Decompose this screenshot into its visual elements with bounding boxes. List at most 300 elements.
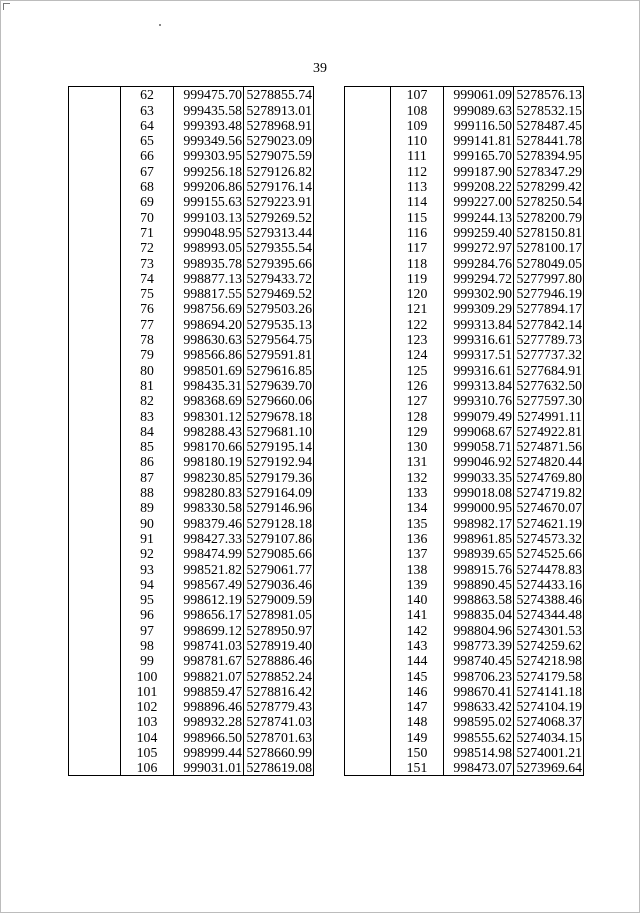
- point-number-cell: 142: [391, 622, 444, 637]
- x-coordinate-cell: 998379.46: [174, 515, 244, 530]
- y-coordinate-cell: 5279061.77: [244, 561, 314, 576]
- x-coordinate-cell: 998756.69: [174, 301, 244, 316]
- table-row: [69, 393, 314, 408]
- y-coordinate-cell: 5277789.73: [514, 332, 584, 347]
- x-coordinate-cell: 998633.42: [444, 699, 514, 714]
- x-coordinate-cell: 998566.86: [174, 347, 244, 362]
- x-coordinate-cell: 999141.81: [444, 133, 514, 148]
- table-row: [69, 577, 314, 592]
- blank-cell: [345, 469, 391, 484]
- table-row: [345, 424, 584, 439]
- x-coordinate-cell: 999475.70: [174, 87, 244, 103]
- point-number-cell: 97: [121, 622, 174, 637]
- x-coordinate-cell: 998741.03: [174, 638, 244, 653]
- table-row: [69, 500, 314, 515]
- point-number-cell: 150: [391, 745, 444, 760]
- y-coordinate-cell: 5278779.43: [244, 699, 314, 714]
- blank-cell: [345, 301, 391, 316]
- point-number-cell: 86: [121, 454, 174, 469]
- y-coordinate-cell: 5279009.59: [244, 592, 314, 607]
- table-row: [345, 102, 584, 117]
- point-number-cell: 123: [391, 332, 444, 347]
- table-row: [69, 148, 314, 163]
- point-number-cell: 81: [121, 378, 174, 393]
- point-number-cell: 113: [391, 179, 444, 194]
- x-coordinate-cell: 998740.45: [444, 653, 514, 668]
- y-coordinate-cell: 5278049.05: [514, 255, 584, 270]
- blank-cell: [345, 607, 391, 622]
- blank-cell: [345, 454, 391, 469]
- y-coordinate-cell: 5274478.83: [514, 561, 584, 576]
- table-row: [69, 485, 314, 500]
- x-coordinate-cell: 999046.92: [444, 454, 514, 469]
- table-row: [69, 592, 314, 607]
- coordinates-table-right: [344, 86, 584, 776]
- table-row: [345, 133, 584, 148]
- point-number-cell: 85: [121, 439, 174, 454]
- blank-cell: [345, 546, 391, 561]
- blank-cell: [345, 194, 391, 209]
- blank-cell: [345, 118, 391, 133]
- y-coordinate-cell: 5274769.80: [514, 469, 584, 484]
- blank-cell: [69, 301, 121, 316]
- point-number-cell: 148: [391, 714, 444, 729]
- blank-cell: [69, 546, 121, 561]
- table-row: [69, 653, 314, 668]
- point-number-cell: 126: [391, 378, 444, 393]
- y-coordinate-cell: 5278919.40: [244, 638, 314, 653]
- x-coordinate-cell: 998817.55: [174, 286, 244, 301]
- blank-cell: [69, 316, 121, 331]
- y-coordinate-cell: 5279164.09: [244, 485, 314, 500]
- table-row: [345, 469, 584, 484]
- y-coordinate-cell: 5278532.15: [514, 102, 584, 117]
- table-row: [69, 102, 314, 117]
- table-row: [69, 699, 314, 714]
- table-row: [69, 439, 314, 454]
- x-coordinate-cell: 998288.43: [174, 424, 244, 439]
- table-row: [345, 714, 584, 729]
- table-row: [69, 271, 314, 286]
- x-coordinate-cell: 998859.47: [174, 684, 244, 699]
- point-number-cell: 125: [391, 362, 444, 377]
- table-row: [69, 515, 314, 530]
- x-coordinate-cell: 998935.78: [174, 255, 244, 270]
- y-coordinate-cell: 5274621.19: [514, 515, 584, 530]
- blank-cell: [345, 699, 391, 714]
- x-coordinate-cell: 998427.33: [174, 531, 244, 546]
- point-number-cell: 98: [121, 638, 174, 653]
- table-row: [69, 454, 314, 469]
- table-row: [345, 225, 584, 240]
- x-coordinate-cell: 998706.23: [444, 668, 514, 683]
- point-number-cell: 115: [391, 209, 444, 224]
- blank-cell: [69, 271, 121, 286]
- x-coordinate-cell: 998612.19: [174, 592, 244, 607]
- point-number-cell: 65: [121, 133, 174, 148]
- table-row: [345, 393, 584, 408]
- point-number-cell: 114: [391, 194, 444, 209]
- table-row: [345, 546, 584, 561]
- table-row: [69, 408, 314, 423]
- y-coordinate-cell: 5274104.19: [514, 699, 584, 714]
- x-coordinate-cell: 999317.51: [444, 347, 514, 362]
- x-coordinate-cell: 998368.69: [174, 393, 244, 408]
- blank-cell: [69, 378, 121, 393]
- y-coordinate-cell: 5279678.18: [244, 408, 314, 423]
- point-number-cell: 130: [391, 439, 444, 454]
- point-number-cell: 140: [391, 592, 444, 607]
- y-coordinate-cell: 5277597.30: [514, 393, 584, 408]
- x-coordinate-cell: 998595.02: [444, 714, 514, 729]
- x-coordinate-cell: 999000.95: [444, 500, 514, 515]
- x-coordinate-cell: 999313.84: [444, 316, 514, 331]
- y-coordinate-cell: 5278619.08: [244, 760, 314, 776]
- blank-cell: [345, 485, 391, 500]
- y-coordinate-cell: 5279176.14: [244, 179, 314, 194]
- y-coordinate-cell: 5279355.54: [244, 240, 314, 255]
- scan-speck: [159, 24, 161, 26]
- point-number-cell: 111: [391, 148, 444, 163]
- x-coordinate-cell: 998804.96: [444, 622, 514, 637]
- table-row: [69, 362, 314, 377]
- y-coordinate-cell: 5274001.21: [514, 745, 584, 760]
- blank-cell: [345, 684, 391, 699]
- x-coordinate-cell: 998521.82: [174, 561, 244, 576]
- blank-cell: [69, 622, 121, 637]
- blank-cell: [345, 393, 391, 408]
- point-number-cell: 143: [391, 638, 444, 653]
- x-coordinate-cell: 999033.35: [444, 469, 514, 484]
- x-coordinate-cell: 999208.22: [444, 179, 514, 194]
- y-coordinate-cell: 5279023.09: [244, 133, 314, 148]
- y-coordinate-cell: 5274525.66: [514, 546, 584, 561]
- y-coordinate-cell: 5274179.58: [514, 668, 584, 683]
- point-number-cell: 104: [121, 729, 174, 744]
- point-number-cell: 137: [391, 546, 444, 561]
- y-coordinate-cell: 5274922.81: [514, 424, 584, 439]
- y-coordinate-cell: 5279128.18: [244, 515, 314, 530]
- x-coordinate-cell: 999058.71: [444, 439, 514, 454]
- table-row: [345, 316, 584, 331]
- y-coordinate-cell: 5278852.24: [244, 668, 314, 683]
- point-number-cell: 136: [391, 531, 444, 546]
- y-coordinate-cell: 5274871.56: [514, 439, 584, 454]
- x-coordinate-cell: 998939.65: [444, 546, 514, 561]
- y-coordinate-cell: 5274344.48: [514, 607, 584, 622]
- x-coordinate-cell: 998915.76: [444, 561, 514, 576]
- table-row: [69, 194, 314, 209]
- y-coordinate-cell: 5278394.95: [514, 148, 584, 163]
- point-number-cell: 100: [121, 668, 174, 683]
- blank-cell: [345, 271, 391, 286]
- point-number-cell: 110: [391, 133, 444, 148]
- x-coordinate-cell: 998890.45: [444, 577, 514, 592]
- blank-cell: [69, 255, 121, 270]
- table-row: [345, 668, 584, 683]
- table-row: [345, 653, 584, 668]
- point-number-cell: 147: [391, 699, 444, 714]
- x-coordinate-cell: 998301.12: [174, 408, 244, 423]
- blank-cell: [69, 653, 121, 668]
- y-coordinate-cell: 5278299.42: [514, 179, 584, 194]
- table-row: [69, 118, 314, 133]
- x-coordinate-cell: 998330.58: [174, 500, 244, 515]
- y-coordinate-cell: 5279075.59: [244, 148, 314, 163]
- x-coordinate-cell: 998863.58: [444, 592, 514, 607]
- x-coordinate-cell: 999206.86: [174, 179, 244, 194]
- y-coordinate-cell: 5279195.14: [244, 439, 314, 454]
- y-coordinate-cell: 5279681.10: [244, 424, 314, 439]
- y-coordinate-cell: 5278913.01: [244, 102, 314, 117]
- table-row: [69, 240, 314, 255]
- point-number-cell: 73: [121, 255, 174, 270]
- x-coordinate-cell: 999155.63: [174, 194, 244, 209]
- x-coordinate-cell: 998474.99: [174, 546, 244, 561]
- y-coordinate-cell: 5278981.05: [244, 607, 314, 622]
- blank-cell: [69, 592, 121, 607]
- y-coordinate-cell: 5278741.03: [244, 714, 314, 729]
- blank-cell: [345, 531, 391, 546]
- point-number-cell: 82: [121, 393, 174, 408]
- blank-cell: [345, 87, 391, 103]
- table-row: [345, 561, 584, 576]
- y-coordinate-cell: 5279469.52: [244, 286, 314, 301]
- blank-cell: [345, 332, 391, 347]
- y-coordinate-cell: 5279085.66: [244, 546, 314, 561]
- blank-cell: [69, 424, 121, 439]
- x-coordinate-cell: 998170.66: [174, 439, 244, 454]
- y-coordinate-cell: 5277894.17: [514, 301, 584, 316]
- table-row: [69, 469, 314, 484]
- blank-cell: [69, 760, 121, 776]
- blank-cell: [69, 87, 121, 103]
- y-coordinate-cell: 5277842.14: [514, 316, 584, 331]
- table-row: [345, 592, 584, 607]
- x-coordinate-cell: 998473.07: [444, 760, 514, 776]
- blank-cell: [345, 760, 391, 776]
- point-number-cell: 117: [391, 240, 444, 255]
- x-coordinate-cell: 999294.72: [444, 271, 514, 286]
- x-coordinate-cell: 998982.17: [444, 515, 514, 530]
- table-row: [345, 729, 584, 744]
- point-number-cell: 134: [391, 500, 444, 515]
- blank-cell: [69, 408, 121, 423]
- blank-cell: [345, 622, 391, 637]
- blank-cell: [345, 592, 391, 607]
- blank-cell: [69, 347, 121, 362]
- table-row: [345, 577, 584, 592]
- table-row: [69, 760, 314, 776]
- point-number-cell: 106: [121, 760, 174, 776]
- point-number-cell: 138: [391, 561, 444, 576]
- blank-cell: [69, 209, 121, 224]
- blank-cell: [69, 485, 121, 500]
- point-number-cell: 63: [121, 102, 174, 117]
- y-coordinate-cell: 5278487.45: [514, 118, 584, 133]
- table-row: [345, 240, 584, 255]
- table-row: [69, 607, 314, 622]
- point-number-cell: 83: [121, 408, 174, 423]
- table-row: [345, 301, 584, 316]
- x-coordinate-cell: 999089.63: [444, 102, 514, 117]
- table-row: [345, 408, 584, 423]
- y-coordinate-cell: 5278950.97: [244, 622, 314, 637]
- point-number-cell: 122: [391, 316, 444, 331]
- table-row: [69, 347, 314, 362]
- y-coordinate-cell: 5279591.81: [244, 347, 314, 362]
- blank-cell: [345, 102, 391, 117]
- point-number-cell: 88: [121, 485, 174, 500]
- point-number-cell: 103: [121, 714, 174, 729]
- blank-cell: [69, 225, 121, 240]
- point-number-cell: 151: [391, 760, 444, 776]
- point-number-cell: 141: [391, 607, 444, 622]
- point-number-cell: 67: [121, 163, 174, 178]
- x-coordinate-cell: 998567.49: [174, 577, 244, 592]
- x-coordinate-cell: 999349.56: [174, 133, 244, 148]
- x-coordinate-cell: 998670.41: [444, 684, 514, 699]
- blank-cell: [69, 531, 121, 546]
- coordinates-table-left: [68, 86, 314, 776]
- point-number-cell: 145: [391, 668, 444, 683]
- x-coordinate-cell: 998230.85: [174, 469, 244, 484]
- point-number-cell: 101: [121, 684, 174, 699]
- table-row: [345, 163, 584, 178]
- table-row: [69, 546, 314, 561]
- y-coordinate-cell: 5278347.29: [514, 163, 584, 178]
- point-number-cell: 84: [121, 424, 174, 439]
- x-coordinate-cell: 999309.29: [444, 301, 514, 316]
- point-number-cell: 112: [391, 163, 444, 178]
- y-coordinate-cell: 5277737.32: [514, 347, 584, 362]
- point-number-cell: 95: [121, 592, 174, 607]
- y-coordinate-cell: 5279179.36: [244, 469, 314, 484]
- blank-cell: [345, 714, 391, 729]
- table-row: [345, 362, 584, 377]
- y-coordinate-cell: 5274991.11: [514, 408, 584, 423]
- point-number-cell: 68: [121, 179, 174, 194]
- x-coordinate-cell: 998961.85: [444, 531, 514, 546]
- y-coordinate-cell: 5279503.26: [244, 301, 314, 316]
- y-coordinate-cell: 5278576.13: [514, 87, 584, 103]
- point-number-cell: 124: [391, 347, 444, 362]
- table-row: [69, 561, 314, 576]
- blank-cell: [345, 424, 391, 439]
- table-row: [345, 378, 584, 393]
- blank-cell: [69, 699, 121, 714]
- blank-cell: [345, 316, 391, 331]
- point-number-cell: 94: [121, 577, 174, 592]
- table-row: [69, 133, 314, 148]
- blank-cell: [345, 408, 391, 423]
- y-coordinate-cell: 5279107.86: [244, 531, 314, 546]
- x-coordinate-cell: 999316.61: [444, 362, 514, 377]
- blank-cell: [69, 102, 121, 117]
- blank-cell: [345, 745, 391, 760]
- y-coordinate-cell: 5274301.53: [514, 622, 584, 637]
- x-coordinate-cell: 998966.50: [174, 729, 244, 744]
- table-row: [345, 745, 584, 760]
- x-coordinate-cell: 998773.39: [444, 638, 514, 653]
- point-number-cell: 93: [121, 561, 174, 576]
- blank-cell: [345, 439, 391, 454]
- table-row: [69, 684, 314, 699]
- point-number-cell: 116: [391, 225, 444, 240]
- x-coordinate-cell: 999103.13: [174, 209, 244, 224]
- point-number-cell: 69: [121, 194, 174, 209]
- y-coordinate-cell: 5273969.64: [514, 760, 584, 776]
- point-number-cell: 121: [391, 301, 444, 316]
- x-coordinate-cell: 998699.12: [174, 622, 244, 637]
- y-coordinate-cell: 5279639.70: [244, 378, 314, 393]
- y-coordinate-cell: 5279223.91: [244, 194, 314, 209]
- point-number-cell: 109: [391, 118, 444, 133]
- x-coordinate-cell: 999302.90: [444, 286, 514, 301]
- point-number-cell: 131: [391, 454, 444, 469]
- table-row: [345, 148, 584, 163]
- table-row: [69, 622, 314, 637]
- table-row: [345, 271, 584, 286]
- x-coordinate-cell: 999061.09: [444, 87, 514, 103]
- blank-cell: [69, 561, 121, 576]
- blank-cell: [69, 286, 121, 301]
- y-coordinate-cell: 5278250.54: [514, 194, 584, 209]
- y-coordinate-cell: 5274820.44: [514, 454, 584, 469]
- y-coordinate-cell: 5279535.13: [244, 316, 314, 331]
- blank-cell: [69, 240, 121, 255]
- blank-cell: [69, 393, 121, 408]
- y-coordinate-cell: 5278100.17: [514, 240, 584, 255]
- x-coordinate-cell: 999187.90: [444, 163, 514, 178]
- blank-cell: [345, 729, 391, 744]
- table-row: [69, 668, 314, 683]
- x-coordinate-cell: 998781.67: [174, 653, 244, 668]
- table-row: [69, 745, 314, 760]
- y-coordinate-cell: 5274068.37: [514, 714, 584, 729]
- x-coordinate-cell: 999116.50: [444, 118, 514, 133]
- y-coordinate-cell: 5274433.16: [514, 577, 584, 592]
- y-coordinate-cell: 5274259.62: [514, 638, 584, 653]
- point-number-cell: 108: [391, 102, 444, 117]
- x-coordinate-cell: 999316.61: [444, 332, 514, 347]
- point-number-cell: 80: [121, 362, 174, 377]
- x-coordinate-cell: 999303.95: [174, 148, 244, 163]
- blank-cell: [345, 286, 391, 301]
- y-coordinate-cell: 5279269.52: [244, 209, 314, 224]
- y-coordinate-cell: 5277684.91: [514, 362, 584, 377]
- y-coordinate-cell: 5277632.50: [514, 378, 584, 393]
- blank-cell: [345, 653, 391, 668]
- x-coordinate-cell: 998694.20: [174, 316, 244, 331]
- table-row: [69, 286, 314, 301]
- x-coordinate-cell: 999165.70: [444, 148, 514, 163]
- blank-cell: [69, 500, 121, 515]
- table-row: [345, 255, 584, 270]
- y-coordinate-cell: 5279192.94: [244, 454, 314, 469]
- y-coordinate-cell: 5274719.82: [514, 485, 584, 500]
- blank-cell: [345, 225, 391, 240]
- scan-corner-mark: [3, 3, 10, 10]
- point-number-cell: 79: [121, 347, 174, 362]
- y-coordinate-cell: 5279564.75: [244, 332, 314, 347]
- point-number-cell: 127: [391, 393, 444, 408]
- table-row: [69, 332, 314, 347]
- x-coordinate-cell: 999079.49: [444, 408, 514, 423]
- point-number-cell: 118: [391, 255, 444, 270]
- blank-cell: [69, 668, 121, 683]
- x-coordinate-cell: 998821.07: [174, 668, 244, 683]
